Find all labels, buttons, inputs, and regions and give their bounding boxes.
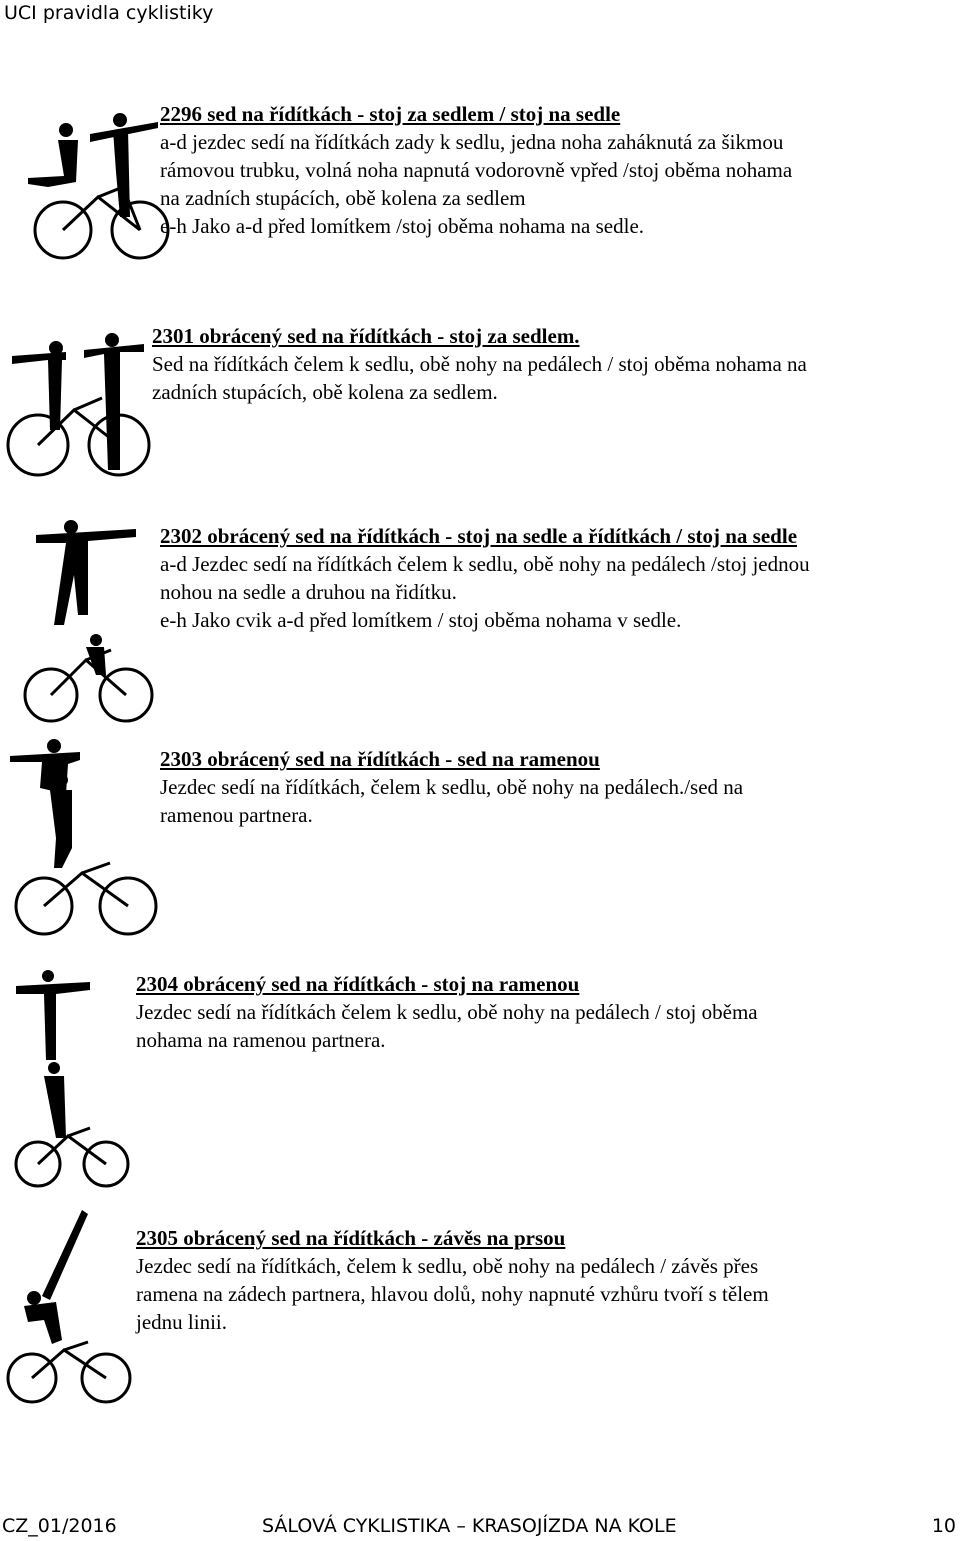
entry-line: nohama na ramenou partnera. (136, 1028, 386, 1052)
entry-2305 (136, 1224, 769, 1336)
page-footer (0, 1515, 960, 1541)
figure-2304 (10, 968, 130, 1190)
two-riders-bicycle-figure-icon (4, 1210, 134, 1405)
entry-line: e-h Jako a-d před lomítkem /stoj oběma nohama na sedle. (160, 214, 645, 238)
entry-line: Sed na řídítkách čelem k sedlu, obě nohy na pedálech / stoj oběma nohama na (152, 352, 807, 376)
entry-line: a-d Jezdec sedí na řídítkách čelem k sedlu, obě nohy na pedálech /stoj jednou (160, 552, 810, 576)
two-riders-bicycle-figure-icon (10, 738, 160, 938)
entry-2304 (136, 970, 758, 1054)
figure-2303 (10, 738, 160, 938)
entry-line: Jezdec sedí na řídítkách, čelem k sedlu, obě nohy na pedálech./sed na (160, 775, 744, 799)
two-riders-bicycle-figure-icon (28, 112, 178, 262)
entry-line: Jezdec sedí na řídítkách, čelem k sedlu, obě nohy na pedálech / závěs přes (136, 1254, 759, 1278)
entry-line: ramena na zádech partnera, hlavou dolů, nohy napnuté vzhůru tvoří s tělem (136, 1282, 769, 1306)
entry-line: jednu linii. (136, 1310, 227, 1334)
entry-line: e-h Jako cvik a-d před lomítkem / stoj oběma nohama v sedle. (160, 608, 682, 632)
footer-document-title: SÁLOVÁ CYKLISTIKA – KRASOJÍZDA NA KOLE (262, 1515, 677, 1537)
entry-title: 2305 obrácený sed na řídítkách - závěs na prsou (136, 1226, 566, 1250)
two-riders-bicycle-figure-icon (16, 515, 156, 725)
page-header-title: UCI pravidla cyklistiky (4, 2, 214, 24)
entry-2302 (160, 522, 810, 634)
figure-2296 (28, 112, 178, 262)
entry-line: ramenou partnera. (160, 803, 313, 827)
figure-2301 (4, 330, 154, 480)
entry-title: 2304 obrácený sed na řídítkách - stoj na ramenou (136, 972, 580, 996)
entry-line: nohou na sedle a druhou na řidítku. (160, 580, 457, 604)
entry-title: 2303 obrácený sed na řídítkách - sed na ramenou (160, 747, 600, 771)
entry-line: na zadních stupácích, obě kolena za sedlem (160, 186, 526, 210)
entry-line: zadních stupácích, obě kolena za sedlem. (152, 380, 498, 404)
two-riders-bicycle-figure-icon (10, 968, 130, 1190)
entry-2303 (160, 745, 743, 829)
entry-title: 2301 obrácený sed na řídítkách - stoj za sedlem. (152, 324, 580, 348)
entry-2301 (152, 322, 807, 406)
entry-line: rámovou trubku, volná noha napnutá vodorovně vpřed /stoj oběma nohama (160, 158, 793, 182)
entry-line: Jezdec sedí na řídítkách čelem k sedlu, obě nohy na pedálech / stoj oběma (136, 1000, 758, 1024)
figure-2302 (16, 515, 156, 725)
entry-title: 2302 obrácený sed na řídítkách - stoj na sedle a řídítkách / stoj na sedle (160, 524, 798, 548)
footer-document-code: CZ_01/2016 (2, 1515, 117, 1537)
footer-page-number: 10 (931, 1515, 956, 1537)
two-riders-bicycle-figure-icon (4, 330, 154, 480)
entry-title: 2296 sed na řídítkách - stoj za sedlem / stoj na sedle (160, 102, 621, 126)
entry-2296 (160, 100, 792, 240)
figure-2305 (4, 1210, 134, 1405)
entry-line: a-d jezdec sedí na řídítkách zady k sedlu, jedna noha zaháknutá za šikmou (160, 130, 784, 154)
